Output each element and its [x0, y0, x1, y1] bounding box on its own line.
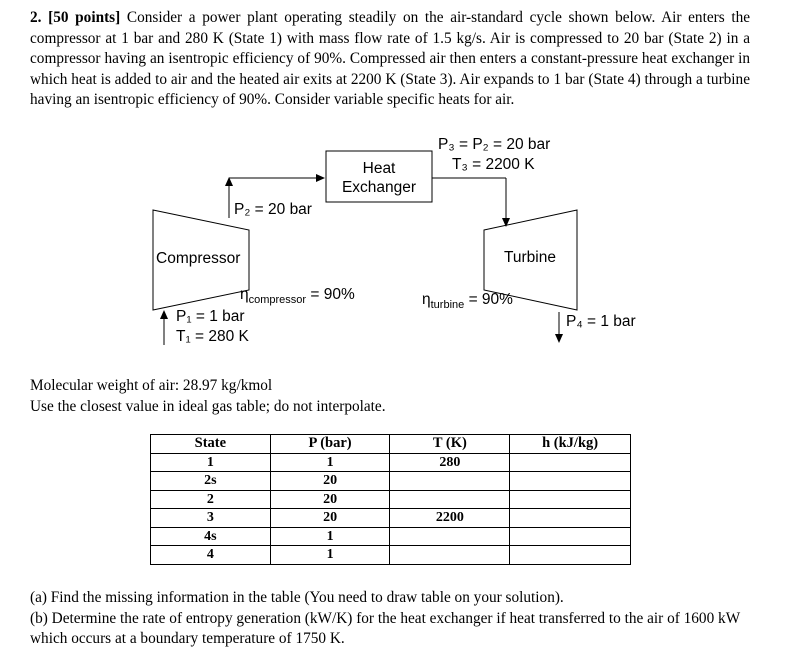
p3-label: P₃ = P₂ = 20 bar: [438, 136, 551, 153]
cell-enthalpy: [510, 527, 631, 546]
cycle-diagram: [0, 130, 790, 360]
notes: [30, 376, 386, 417]
table-header-row: [151, 435, 631, 454]
cell-temperature: [390, 472, 510, 491]
cell-temperature: [390, 546, 510, 565]
questions: [30, 588, 755, 650]
question-b: (b) Determine the rate of entropy generation (kW/K) for the heat exchanger if heat transferred to the air of 1600 kW which occurs at a boundary temperature of 1750 K.: [30, 609, 740, 647]
cell-temperature: 2200: [390, 509, 510, 528]
cell-temperature: [390, 490, 510, 509]
eta-turbine-value: = 90%: [468, 291, 513, 308]
eta-turbine-subscript: turbine: [430, 299, 465, 312]
problem-statement: [30, 8, 750, 111]
cell-enthalpy: [510, 472, 631, 491]
header-enthalpy: h (kJ/kg): [510, 435, 631, 454]
header-pressure: P (bar): [270, 435, 390, 454]
eta-compressor-label: [240, 286, 355, 306]
problem-points: [50 points]: [48, 9, 121, 26]
t3-label: T₃ = 2200 K: [452, 156, 535, 173]
cell-state: 1: [151, 453, 271, 472]
cell-state: 3: [151, 509, 271, 528]
cell-temperature: [390, 527, 510, 546]
table-row: [151, 546, 631, 565]
cell-pressure: 1: [270, 453, 390, 472]
table-row: [151, 453, 631, 472]
eta-turbine-symbol: η: [422, 291, 431, 308]
compressor-label: Compressor: [156, 250, 241, 267]
t1-label: T₁ = 280 K: [176, 328, 249, 345]
cell-enthalpy: [510, 546, 631, 565]
eta-turbine-label: [422, 291, 513, 311]
cell-pressure: 20: [270, 472, 390, 491]
question-a: (a) Find the missing information in the table (You need to draw table on your solution).: [30, 589, 564, 606]
eta-compressor-subscript: compressor: [248, 294, 307, 307]
turbine-label: Turbine: [504, 249, 556, 266]
cell-enthalpy: [510, 490, 631, 509]
cell-state: 4: [151, 546, 271, 565]
cell-state: 2: [151, 490, 271, 509]
table-row: [151, 472, 631, 491]
header-temperature: T (K): [390, 435, 510, 454]
table-row: [151, 527, 631, 546]
p1-label: P₁ = 1 bar: [176, 308, 245, 325]
state-table: [150, 434, 631, 565]
eta-compressor-symbol: η: [240, 286, 249, 303]
molecular-weight-note: Molecular weight of air: 28.97 kg/kmol: [30, 377, 273, 394]
table-row: [151, 490, 631, 509]
heat-exchanger-label-line2: Exchanger: [341, 179, 417, 196]
cell-pressure: 1: [270, 546, 390, 565]
cell-pressure: 1: [270, 527, 390, 546]
p2-label: P₂ = 20 bar: [234, 201, 312, 218]
heat-exchanger-label-line1: Heat: [362, 160, 396, 177]
cell-enthalpy: [510, 509, 631, 528]
cell-pressure: 20: [270, 490, 390, 509]
cell-state: 4s: [151, 527, 271, 546]
ideal-gas-table-note: Use the closest value in ideal gas table; do not interpolate.: [30, 397, 386, 415]
problem-text: Consider a power plant operating steadily on the air-standard cycle shown below. Air enters the compressor at 1 bar and 280 K (State 1) with mass flow rate of 1.5 kg/s. Air is compressed to 20 bar (State 2) in a compressor having an isentropic efficiency of 90%. Compressed air then enters a constant-pressure heat exchanger in which heat is added to air and the heated air exits at 2200 K (State 3). Air expands to 1 bar (State 4) through a turbine having an isentropic efficiency of 90%. Consider variable specific heats for air.: [30, 9, 751, 108]
header-state: State: [151, 435, 271, 454]
cell-enthalpy: [510, 453, 631, 472]
p4-label: P₄ = 1 bar: [566, 313, 636, 330]
eta-compressor-value: = 90%: [310, 286, 355, 303]
problem-number: 2.: [30, 9, 42, 26]
cell-temperature: 280: [390, 453, 510, 472]
table-row: [151, 509, 631, 528]
cell-state: 2s: [151, 472, 271, 491]
heat-exchanger-label: [326, 159, 432, 197]
cell-pressure: 20: [270, 509, 390, 528]
